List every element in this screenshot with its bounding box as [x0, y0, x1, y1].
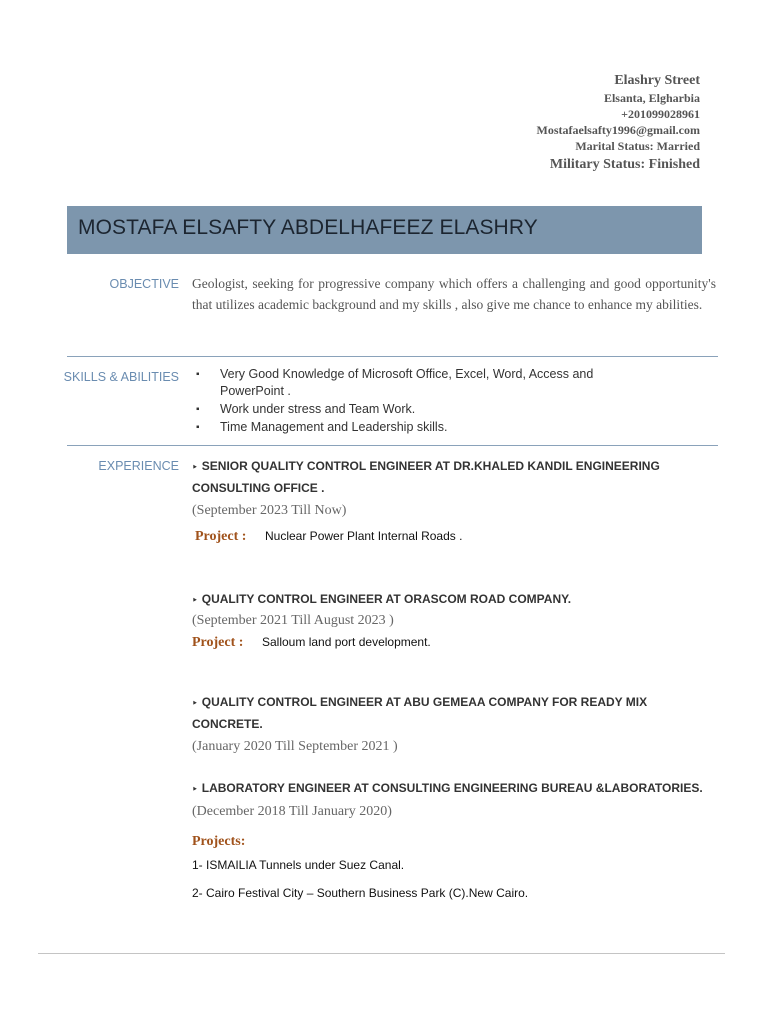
triangle-bullet-icon: ‣ — [192, 462, 198, 472]
name-banner — [67, 206, 702, 254]
triangle-bullet-icon: ‣ — [192, 595, 198, 605]
experience-entry — [192, 589, 718, 652]
skills-list — [196, 366, 716, 437]
contact-block — [537, 72, 700, 176]
experience-entry — [192, 778, 718, 902]
job-period: (September 2023 Till Now) — [192, 503, 347, 518]
project-row — [192, 633, 718, 652]
project-row — [192, 527, 718, 546]
project-list-item: 1- ISMAILIA Tunnels under Suez Canal. — [192, 858, 405, 872]
job-title — [192, 589, 718, 611]
job-title — [192, 692, 718, 735]
projects-label: Projects: — [192, 834, 246, 849]
footer-divider — [38, 953, 725, 954]
skill-item — [196, 366, 716, 400]
job-title-text: SENIOR QUALITY CONTROL ENGINEER AT DR.KHALED KANDIL ENGINEERING CONSULTING OFFICE . — [192, 459, 660, 495]
skill-item — [196, 401, 716, 418]
project-text: Nuclear Power Plant Internal Roads . — [265, 529, 463, 543]
job-period: (September 2021 Till August 2023 ) — [192, 613, 394, 628]
contact-city: Elsanta, Elgharbia — [603, 91, 700, 105]
contact-email[interactable]: Mostafaelsafty1996@gmail.com — [536, 123, 700, 137]
objective-label: OBJECTIVE — [109, 277, 179, 291]
job-title-text: QUALITY CONTROL ENGINEER AT ABU GEMEAA COMPANY FOR READY MIX CONCRETE. — [192, 695, 648, 731]
triangle-bullet-icon: ‣ — [192, 784, 198, 794]
contact-marital-status: Marital Status: Married — [575, 139, 700, 153]
skill-item — [196, 419, 716, 436]
skills-label: SKILLS & ABILITIES — [63, 370, 179, 384]
square-bullet-icon: ▪ — [196, 404, 200, 415]
job-title — [192, 456, 718, 499]
job-title-text: QUALITY CONTROL ENGINEER AT ORASCOM ROAD COMPANY. — [201, 592, 572, 606]
section-divider — [67, 356, 718, 357]
square-bullet-icon: ▪ — [196, 369, 200, 380]
section-divider — [67, 445, 718, 446]
experience-entry — [192, 456, 718, 546]
project-list-item: 2- Cairo Festival City – Southern Business Park (C).New Cairo. — [192, 886, 529, 900]
triangle-bullet-icon: ‣ — [192, 698, 198, 708]
full-name: MOSTAFA ELSAFTY ABDELHAFEEZ ELASHRY — [78, 216, 538, 239]
contact-street: Elashry Street — [614, 73, 700, 88]
job-title-text: LABORATORY ENGINEER AT CONSULTING ENGINEERING BUREAU &LABORATORIES. — [201, 781, 703, 795]
project-text: Salloum land port development. — [262, 635, 431, 649]
square-bullet-icon: ▪ — [196, 422, 200, 433]
project-label: Project : — [195, 529, 247, 544]
skill-text: Work under stress and Team Work. — [220, 402, 416, 416]
experience-entry — [192, 692, 718, 757]
experience-label: EXPERIENCE — [98, 459, 179, 473]
job-title — [192, 778, 718, 800]
contact-military-status: Military Status: Finished — [549, 157, 700, 172]
objective-text: Geologist, seeking for progressive company which offers a challenging and good opportunity's that utilizes academic background and my skills , also give me chance to enhance my abilities. — [192, 276, 716, 312]
contact-phone: +201099028961 — [621, 107, 700, 121]
job-period: (December 2018 Till January 2020) — [192, 804, 392, 819]
project-label: Project : — [192, 635, 244, 650]
skill-text: Very Good Knowledge of Microsoft Office, Excel, Word, Access and PowerPoint . — [220, 367, 594, 398]
skill-text: Time Management and Leadership skills. — [220, 420, 448, 434]
job-period: (January 2020 Till September 2021 ) — [192, 739, 398, 754]
